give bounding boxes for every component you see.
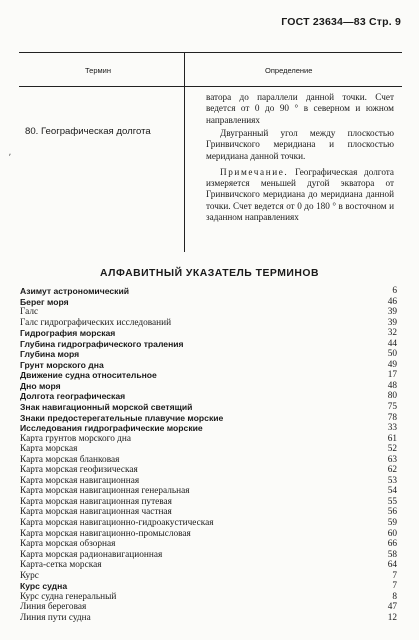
- index-entry: Исследования гидрографические морские 33: [20, 423, 397, 434]
- term-80: 80. Географическая долгота: [25, 126, 151, 137]
- index-entry: Карта морская навигационно-гидроакустическая 59: [20, 518, 397, 529]
- index-entry: Карта морская геофизическая 62: [20, 465, 397, 476]
- index-entry: Дно моря 48: [20, 380, 397, 391]
- index-entry: Азимут астрономический 6: [20, 286, 397, 296]
- index-entry: Курс 7: [20, 570, 397, 581]
- column-header-term: Термин: [85, 66, 111, 75]
- table-top-rule: [19, 52, 402, 53]
- index-entry: Карта морская обзорная 66: [20, 539, 397, 550]
- index-entry: Знак навигационный морской светящий 75: [20, 402, 397, 413]
- terms-table: [19, 52, 402, 252]
- table-header-rule: [19, 86, 402, 87]
- index-entry: Берег моря 46: [20, 296, 397, 307]
- index-entry: Карта морская 52: [20, 444, 397, 455]
- index-entry: Движение судна относительное 17: [20, 370, 397, 381]
- definition-80: [206, 128, 394, 223]
- index-entry: Карта морская радионавигационная 58: [20, 549, 397, 560]
- index-entry: Галс гидрографических исследований 39: [20, 317, 397, 328]
- index-entry: Глубина гидрографического траления 44: [20, 338, 397, 349]
- index-entry: Карта морская бланковая 63: [20, 454, 397, 465]
- index-entry: Карта морская навигационно-промысловая 60: [20, 528, 397, 539]
- index-entry: Галс 39: [20, 307, 397, 318]
- index-entry: Карта морская навигационная путевая 55: [20, 496, 397, 507]
- index-title: АЛФАВИТНЫЙ УКАЗАТЕЛЬ ТЕРМИНОВ: [100, 268, 319, 279]
- note-text: Географическая долгота измеряется меньшей дугой экватора от Гринвичского меридиана до меридиана данной точки. Счет ведется от 0 до 180 ° в восточном и заданном направлениях: [206, 166, 394, 223]
- table-column-divider: [184, 52, 185, 252]
- index-entry: Карта-сетка морская 64: [20, 560, 397, 571]
- continued-definition: [206, 92, 394, 126]
- index-entry: Глубина моря 50: [20, 349, 397, 360]
- index-entry: Знаки предостерегательные плавучие морские 78: [20, 412, 397, 423]
- index-entry: Грунт морского дна 49: [20, 359, 397, 370]
- index-entry: Линия пути судна 12: [20, 612, 397, 623]
- index-entry: Гидрография морская 32: [20, 328, 397, 339]
- term-index-list: [20, 286, 397, 624]
- margin-mark: ʹ: [9, 152, 11, 162]
- note-label: Примечание.: [220, 166, 289, 177]
- index-entry: Линия береговая 47: [20, 602, 397, 613]
- definition-80-text: Двугранный угол между плоскостью Гринвичского меридиана и плоскостью меридиана данной точки.: [206, 128, 394, 161]
- index-entry: Долгота географическая 80: [20, 391, 397, 402]
- index-entry: Карта грунтов морского дна 61: [20, 433, 397, 444]
- index-entry: Курс судна генеральный 8: [20, 591, 397, 602]
- column-header-definition: Определение: [265, 66, 313, 75]
- index-entry: Курс судна 7: [20, 581, 397, 592]
- index-entry: Карта морская навигационная частная 56: [20, 507, 397, 518]
- page-header: ГОСТ 23634—83 Стр. 9: [281, 16, 401, 28]
- continued-definition-text: ватора до параллели данной точки. Счет ведется от 0 до 90 ° в северном и южном направлениях: [206, 92, 394, 125]
- index-entry: Карта морская навигационная генеральная 54: [20, 486, 397, 497]
- note-80: [206, 167, 394, 223]
- index-entry: Карта морская навигационная 53: [20, 475, 397, 486]
